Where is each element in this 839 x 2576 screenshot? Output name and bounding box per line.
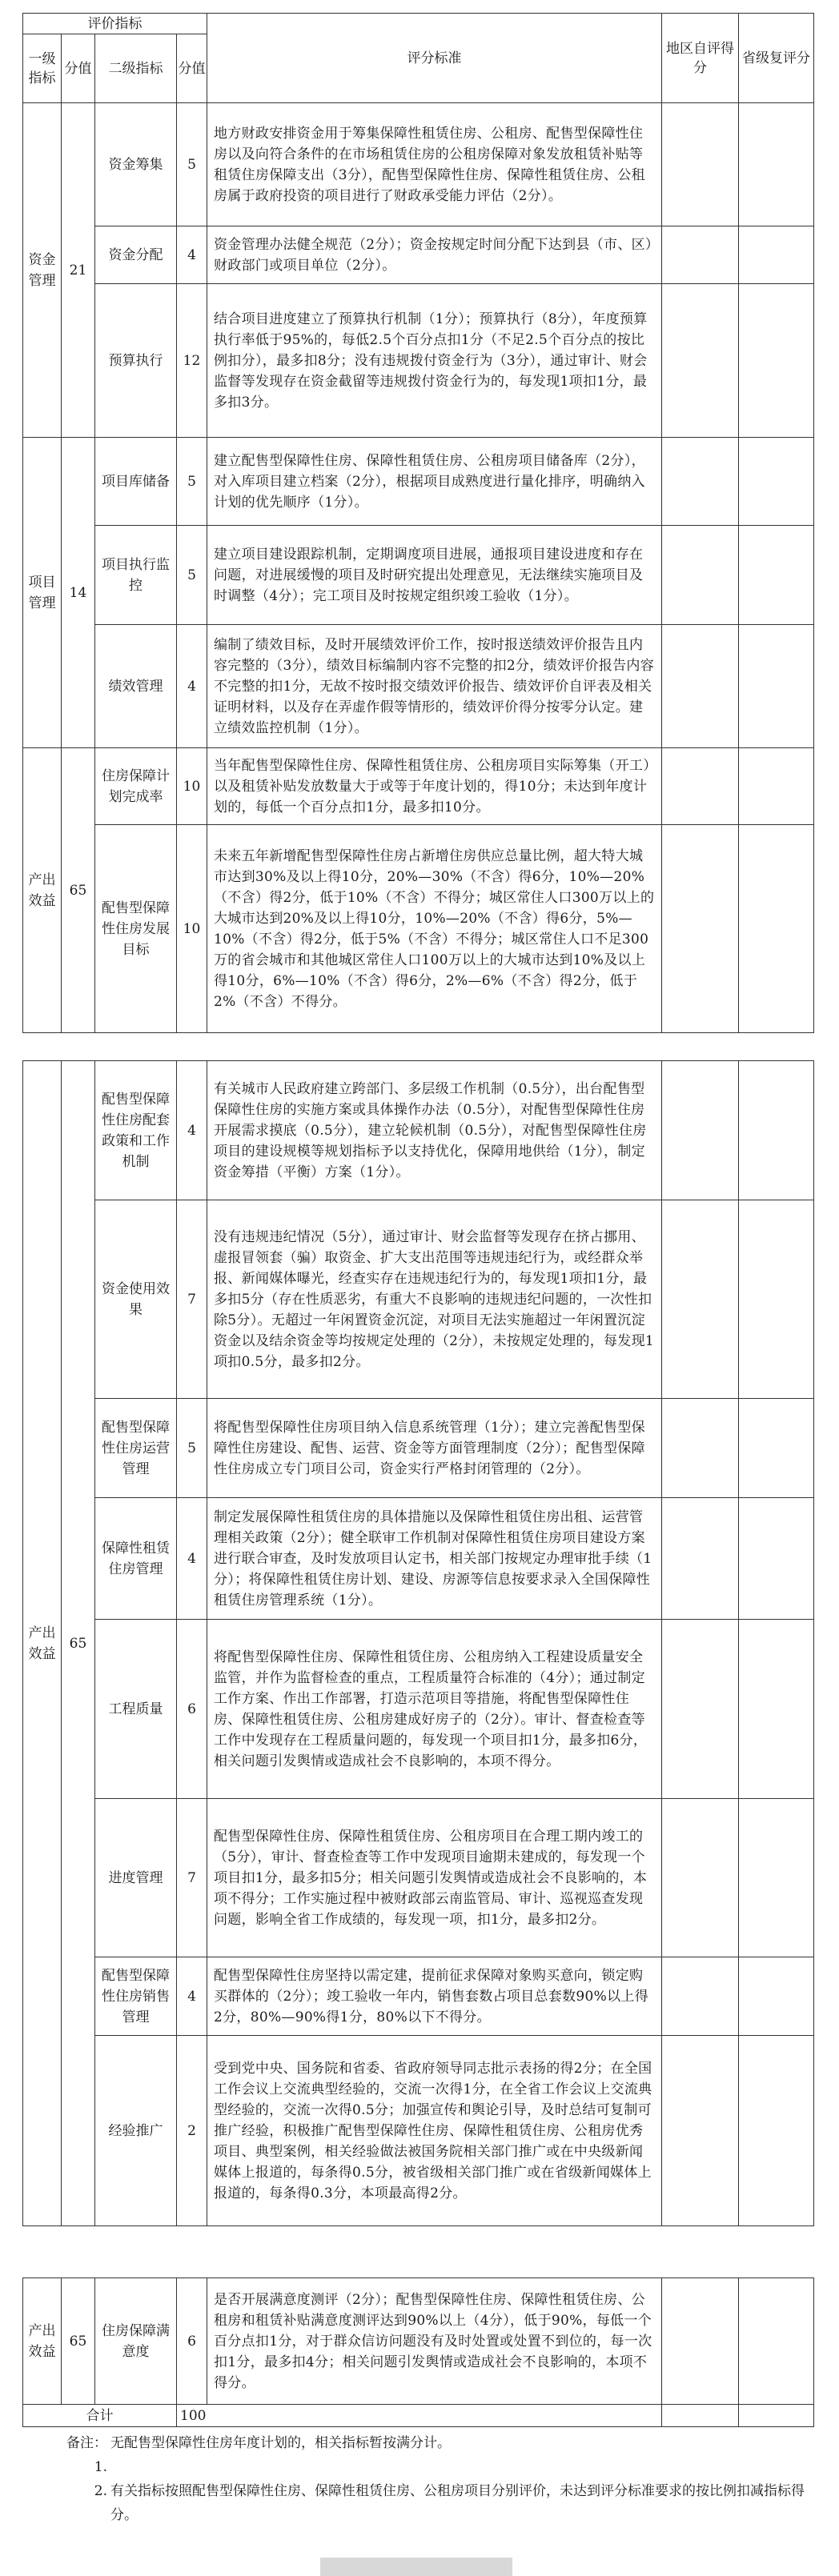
evaluation-table-part2 (22, 1060, 814, 2226)
header-level2: 二级指标 (95, 34, 177, 103)
row-name: 资金分配 (95, 226, 177, 284)
table-row (23, 1061, 814, 1200)
row-standard: 资金管理办法健全规范（2分）；资金按规定时间分配下达到县（市、区）财政部门或项目单位（2分）。 (207, 226, 662, 284)
note-2 (59, 2479, 812, 2527)
province-review-cell[interactable] (739, 1061, 814, 1200)
notes (59, 2431, 812, 2527)
header-score2: 分值 (177, 34, 207, 103)
table-row (23, 825, 814, 1033)
table-row (23, 226, 814, 284)
table-row (23, 2036, 814, 2226)
self-eval-cell[interactable] (662, 748, 739, 825)
province-review-cell[interactable] (739, 526, 814, 625)
self-eval-cell[interactable] (662, 1620, 739, 1799)
row-score: 5 (177, 103, 207, 226)
total-label: 合计 (23, 2405, 177, 2427)
row-name: 住房保障满意度 (95, 2278, 177, 2405)
self-eval-cell[interactable] (662, 1399, 739, 1498)
province-review-cell[interactable] (739, 2036, 814, 2226)
province-review-cell[interactable] (739, 748, 814, 825)
row-name: 项目执行监控 (95, 526, 177, 625)
header-eval-indicator: 评价指标 (23, 14, 207, 34)
group-output-a-score: 65 (62, 748, 95, 1033)
evaluation-table-part1 (22, 13, 814, 1033)
evaluation-table-part3 (22, 2278, 814, 2427)
group-project-name: 项目管理 (23, 438, 62, 748)
row-standard: 有关城市人民政府建立跨部门、多层级工作机制（0.5分），出台配售型保障性住房的实施方案或具体操作办法（0.5分），对配售型保障性住房开展需求摸底（0.5分），建立轮候机制（0.5分），对配售型保障性住房项目的建设规模等规划指标予以支持优化，保障用地供给（1分），制定资金筹措（平衡）方案（1分）。 (207, 1061, 662, 1200)
row-name: 经验推广 (95, 2036, 177, 2226)
row-standard: 将配售型保障性住房、保障性租赁住房、公租房纳入工程建设质量安全监管，并作为监督检查的重点，工程质量符合标准的（4分）；通过制定工作方案、作出工作部署，打造示范项目等措施，将配售型保障性住房、保障性租赁住房、公租房建成好房子的（2分）。审计、督查检查等工作中发现存在工程质量问题的，每发现一个项目扣1分，最多扣6分，相关问题引发舆情或造成社会不良影响的，本项不得分。 (207, 1620, 662, 1799)
self-eval-cell[interactable] (662, 625, 739, 748)
row-score: 12 (177, 284, 207, 438)
row-name: 保障性租赁住房管理 (95, 1498, 177, 1620)
row-standard: 当年配售型保障性住房、保障性租赁住房、公租房项目实际筹集（开工）以及租赁补贴发放数量大于或等于年度计划的，得10分；未达到年度计划的，每低一个百分点扣1分，最多扣10分。 (207, 748, 662, 825)
row-score: 5 (177, 438, 207, 526)
province-review-cell[interactable] (739, 1957, 814, 2036)
row-name: 项目库储备 (95, 438, 177, 526)
table-row (23, 625, 814, 748)
self-eval-total-cell[interactable] (662, 2405, 739, 2427)
row-name: 绩效管理 (95, 625, 177, 748)
self-eval-cell[interactable] (662, 526, 739, 625)
table-row (23, 103, 814, 226)
province-review-cell[interactable] (739, 438, 814, 526)
header-level1: 一级指标 (23, 34, 62, 103)
table-row (23, 1799, 814, 1957)
note-1-text: 无配售型保障性住房年度计划的，相关指标暂按满分计。 (110, 2435, 451, 2451)
self-eval-cell[interactable] (662, 2278, 739, 2405)
province-review-cell[interactable] (739, 825, 814, 1033)
row-standard: 配售型保障性住房坚持以需定建，提前征求保障对象购买意向，锁定购买群体的（2分）；竣工验收一年内，销售套数占项目总套数90%以上得2分，80%—90%得1分，80%以下不得分。 (207, 1957, 662, 2036)
row-standard: 建立配售型保障性住房、保障性租赁住房、公租房项目储备库（2分），对入库项目建立档案（2分），根据项目成熟度进行量化排序，明确纳入计划的优先顺序（1分）。 (207, 438, 662, 526)
province-review-cell[interactable] (739, 1498, 814, 1620)
header-score: 分值 (62, 34, 95, 103)
table-row (23, 1498, 814, 1620)
row-name: 配售型保障性住房配套政策和工作机制 (95, 1061, 177, 1200)
note-1 (59, 2431, 812, 2479)
province-review-cell[interactable] (739, 226, 814, 284)
note-2-text: 有关指标按照配售型保障性住房、保障性租赁住房、公租房项目分别评价，未达到评分标准要求的按比例扣减指标得分。 (110, 2483, 805, 2523)
row-score: 4 (177, 1061, 207, 1200)
total-row (23, 2405, 814, 2427)
row-standard: 配售型保障性住房、保障性租赁住房、公租房项目在合理工期内竣工的（5分），审计、督查检查等工作中发现项目逾期未建成的，每发现一个项目扣1分，最多扣5分；相关问题引发舆情或造成社会不良影响的，本项不得分；工作实施过程中被财政部云南监管局、审计、巡视巡查发现问题，影响全省工作成绩的，每发现一项，扣1分，最多扣2分。 (207, 1799, 662, 1957)
row-standard: 编制了绩效目标，及时开展绩效评价工作，按时报送绩效评价报告且内容完整的（3分），绩效目标编制内容不完整的扣2分，绩效评价报告内容不完整的扣1分，无故不按时报交绩效评价报告、绩效评价自评表及相关证明材料，以及存在弄虚作假等情形的，绩效评价得分按零分认定。建立绩效监控机制（1分）。 (207, 625, 662, 748)
row-name: 进度管理 (95, 1799, 177, 1957)
row-name: 资金使用效果 (95, 1200, 177, 1399)
row-score: 6 (177, 2278, 207, 2405)
table-row (23, 284, 814, 438)
row-standard: 将配售型保障性住房项目纳入信息系统管理（1分）；建立完善配售型保障性住房建设、配售、运营、资金等方面管理制度（2分）；配售型保障性住房成立专门项目公司，资金实行严格封闭管理的（2分）。 (207, 1399, 662, 1498)
table-row (23, 438, 814, 526)
row-score: 5 (177, 1399, 207, 1498)
self-eval-cell[interactable] (662, 1799, 739, 1957)
row-name: 住房保障计划完成率 (95, 748, 177, 825)
row-score: 4 (177, 625, 207, 748)
group-output-a-name: 产出效益 (23, 748, 62, 1033)
header-province-review: 省级复评分 (739, 14, 814, 103)
row-standard: 没有违规违纪情况（5分），通过审计、财会监督等发现存在挤占挪用、虚报冒领套（骗）取资金、扩大支出范围等违规违纪行为，或经群众举报、新闻媒体曝光，经查实存在违规违纪行为的，每发现1项扣1分，最多扣5分（存在性质恶劣，有重大不良影响的违规违纪问题的，一次性扣除5分）。无超过一年闲置资金沉淀，对项目无法实施超过一年闲置沉淀资金以及结余资金等均按规定处理的（2分），未按规定处理的，每发现1项扣0.5分，最多扣2分。 (207, 1200, 662, 1399)
row-name: 配售型保障性住房运营管理 (95, 1399, 177, 1498)
province-review-cell[interactable] (739, 1200, 814, 1399)
row-standard: 地方财政安排资金用于筹集保障性租赁住房、公租房、配售型保障性住房以及向符合条件的在市场租赁住房的公租房保障对象发放租赁补贴等租赁住房保障支出（3分），配售型保障性住房、保障性租赁住房、公租房属于政府投资的项目进行了财政承受能力评估（2分）。 (207, 103, 662, 226)
header-standard: 评分标准 (207, 14, 662, 103)
row-score: 7 (177, 1799, 207, 1957)
row-score: 6 (177, 1620, 207, 1799)
row-score: 7 (177, 1200, 207, 1399)
group-output-b-score: 65 (62, 1061, 95, 2226)
header-self-eval: 地区自评得分 (662, 14, 739, 103)
table-row (23, 748, 814, 825)
group-output-c-name: 产出效益 (23, 2278, 62, 2405)
province-review-cell[interactable] (739, 1799, 814, 1957)
row-score: 2 (177, 2036, 207, 2226)
province-review-cell[interactable] (739, 625, 814, 748)
province-review-cell[interactable] (739, 1399, 814, 1498)
note-2-number: 2. (94, 2483, 107, 2499)
row-score: 4 (177, 226, 207, 284)
table-row (23, 1399, 814, 1498)
row-name: 预算执行 (95, 284, 177, 438)
province-review-cell[interactable] (739, 103, 814, 226)
row-score: 4 (177, 1498, 207, 1620)
self-eval-cell[interactable] (662, 1200, 739, 1399)
table-row (23, 2278, 814, 2405)
self-eval-cell[interactable] (662, 226, 739, 284)
row-name: 配售型保障性住房发展目标 (95, 825, 177, 1033)
row-name: 配售型保障性住房销售管理 (95, 1957, 177, 2036)
group-output-c-score: 65 (62, 2278, 95, 2405)
row-score: 10 (177, 825, 207, 1033)
table-row (23, 1620, 814, 1799)
group-project-score: 14 (62, 438, 95, 748)
self-eval-cell[interactable] (662, 103, 739, 226)
self-eval-cell[interactable] (662, 1957, 739, 2036)
row-standard: 建立项目建设跟踪机制，定期调度项目进展，通报项目建设进度和存在问题，对进展缓慢的项目及时研究提出处理意见，无法继续实施项目及时调整（4分）；完工项目及时按规定组织竣工验收（1分）。 (207, 526, 662, 625)
self-eval-cell[interactable] (662, 284, 739, 438)
self-eval-cell[interactable] (662, 1498, 739, 1620)
province-review-cell[interactable] (739, 1620, 814, 1799)
self-eval-cell[interactable] (662, 438, 739, 526)
self-eval-cell[interactable] (662, 1061, 739, 1200)
row-score: 5 (177, 526, 207, 625)
self-eval-cell[interactable] (662, 2036, 739, 2226)
table-row (23, 1200, 814, 1399)
province-review-total-cell[interactable] (739, 2405, 814, 2427)
province-review-cell[interactable] (739, 2278, 814, 2405)
row-name: 资金筹集 (95, 103, 177, 226)
row-standard: 是否开展满意度测评（2分）；配售型保障性住房、保障性租赁住房、公租房和租赁补贴满意度测评达到90%以上（4分），低于90%，每低一个百分点扣1分，对于群众信访问题没有及时处置或处置不到位的，每一次扣1分，最多扣4分；相关问题引发舆情或造成社会不良影响的，本项不得分。 (207, 2278, 662, 2405)
province-review-cell[interactable] (739, 284, 814, 438)
row-standard: 结合项目进度建立了预算执行机制（1分）；预算执行（8分），年度预算执行率低于95%的，每低2.5个百分点扣1分（不足2.5个百分点的按比例扣分），最多扣8分；没有违规拨付资金行为（3分），通过审计、财会监督等发现存在资金截留等违规拨付资金行为的，每发现1项扣1分，最多扣3分。 (207, 284, 662, 438)
table-row (23, 1957, 814, 2036)
group-fund-name: 资金管理 (23, 103, 62, 438)
total-score: 100 (177, 2405, 662, 2427)
row-name: 工程质量 (95, 1620, 177, 1799)
table-row (23, 526, 814, 625)
row-score: 10 (177, 748, 207, 825)
row-standard: 受到党中央、国务院和省委、省政府领导同志批示表扬的得2分；在全国工作会议上交流典型经验的，交流一次得1分，在全省工作会议上交流典型经验的，交流一次得0.5分；加强宣传和舆论引导，及时总结可复制可推广经验，积极推广配售型保障性住房、保障性租赁住房、公租房优秀项目、典型案例，相关经验做法被国务院相关部门推广或在中央级新闻媒体上报道的，每条得0.5分，被省级相关部门推广或在省级新闻媒体上报道的，每条得0.3分，本项最高得2分。 (207, 2036, 662, 2226)
note-prefix: 备注：1. (66, 2435, 107, 2475)
row-standard: 未来五年新增配售型保障性住房占新增住房供应总量比例，超大特大城市达到30%及以上得10分，20%—30%（不含）得6分，10%—20%（不含）得2分，低于10%（不含）不得分；城区常住人口300万以上的大城市达到20%及以上得10分，10%—20%（不含）得6分，5%—10%（不含）得2分，低于5%（不含）不得分；城区常住人口不足300万的省会城市和其他城区常住人口100万以上的大城市达到10%及以上得10分，6%—10%（不含）得6分，2%—6%（不含）得2分，低于2%（不含）不得分。 (207, 825, 662, 1033)
group-output-b-name: 产出效益 (23, 1061, 62, 2226)
self-eval-cell[interactable] (662, 825, 739, 1033)
row-score: 4 (177, 1957, 207, 2036)
row-standard: 制定发展保障性租赁住房的具体措施以及保障性租赁住房出租、运营管理相关政策（2分）；健全联审工作机制对保障性租赁住房项目建设方案进行联合审查，及时发放项目认定书，相关部门按规定办理审批手续（1分）；将保障性租赁住房计划、建设、房源等信息按要求录入全国保障性租赁住房管理系统（1分）。 (207, 1498, 662, 1620)
footer-bar (320, 2558, 512, 2576)
group-fund-score: 21 (62, 103, 95, 438)
